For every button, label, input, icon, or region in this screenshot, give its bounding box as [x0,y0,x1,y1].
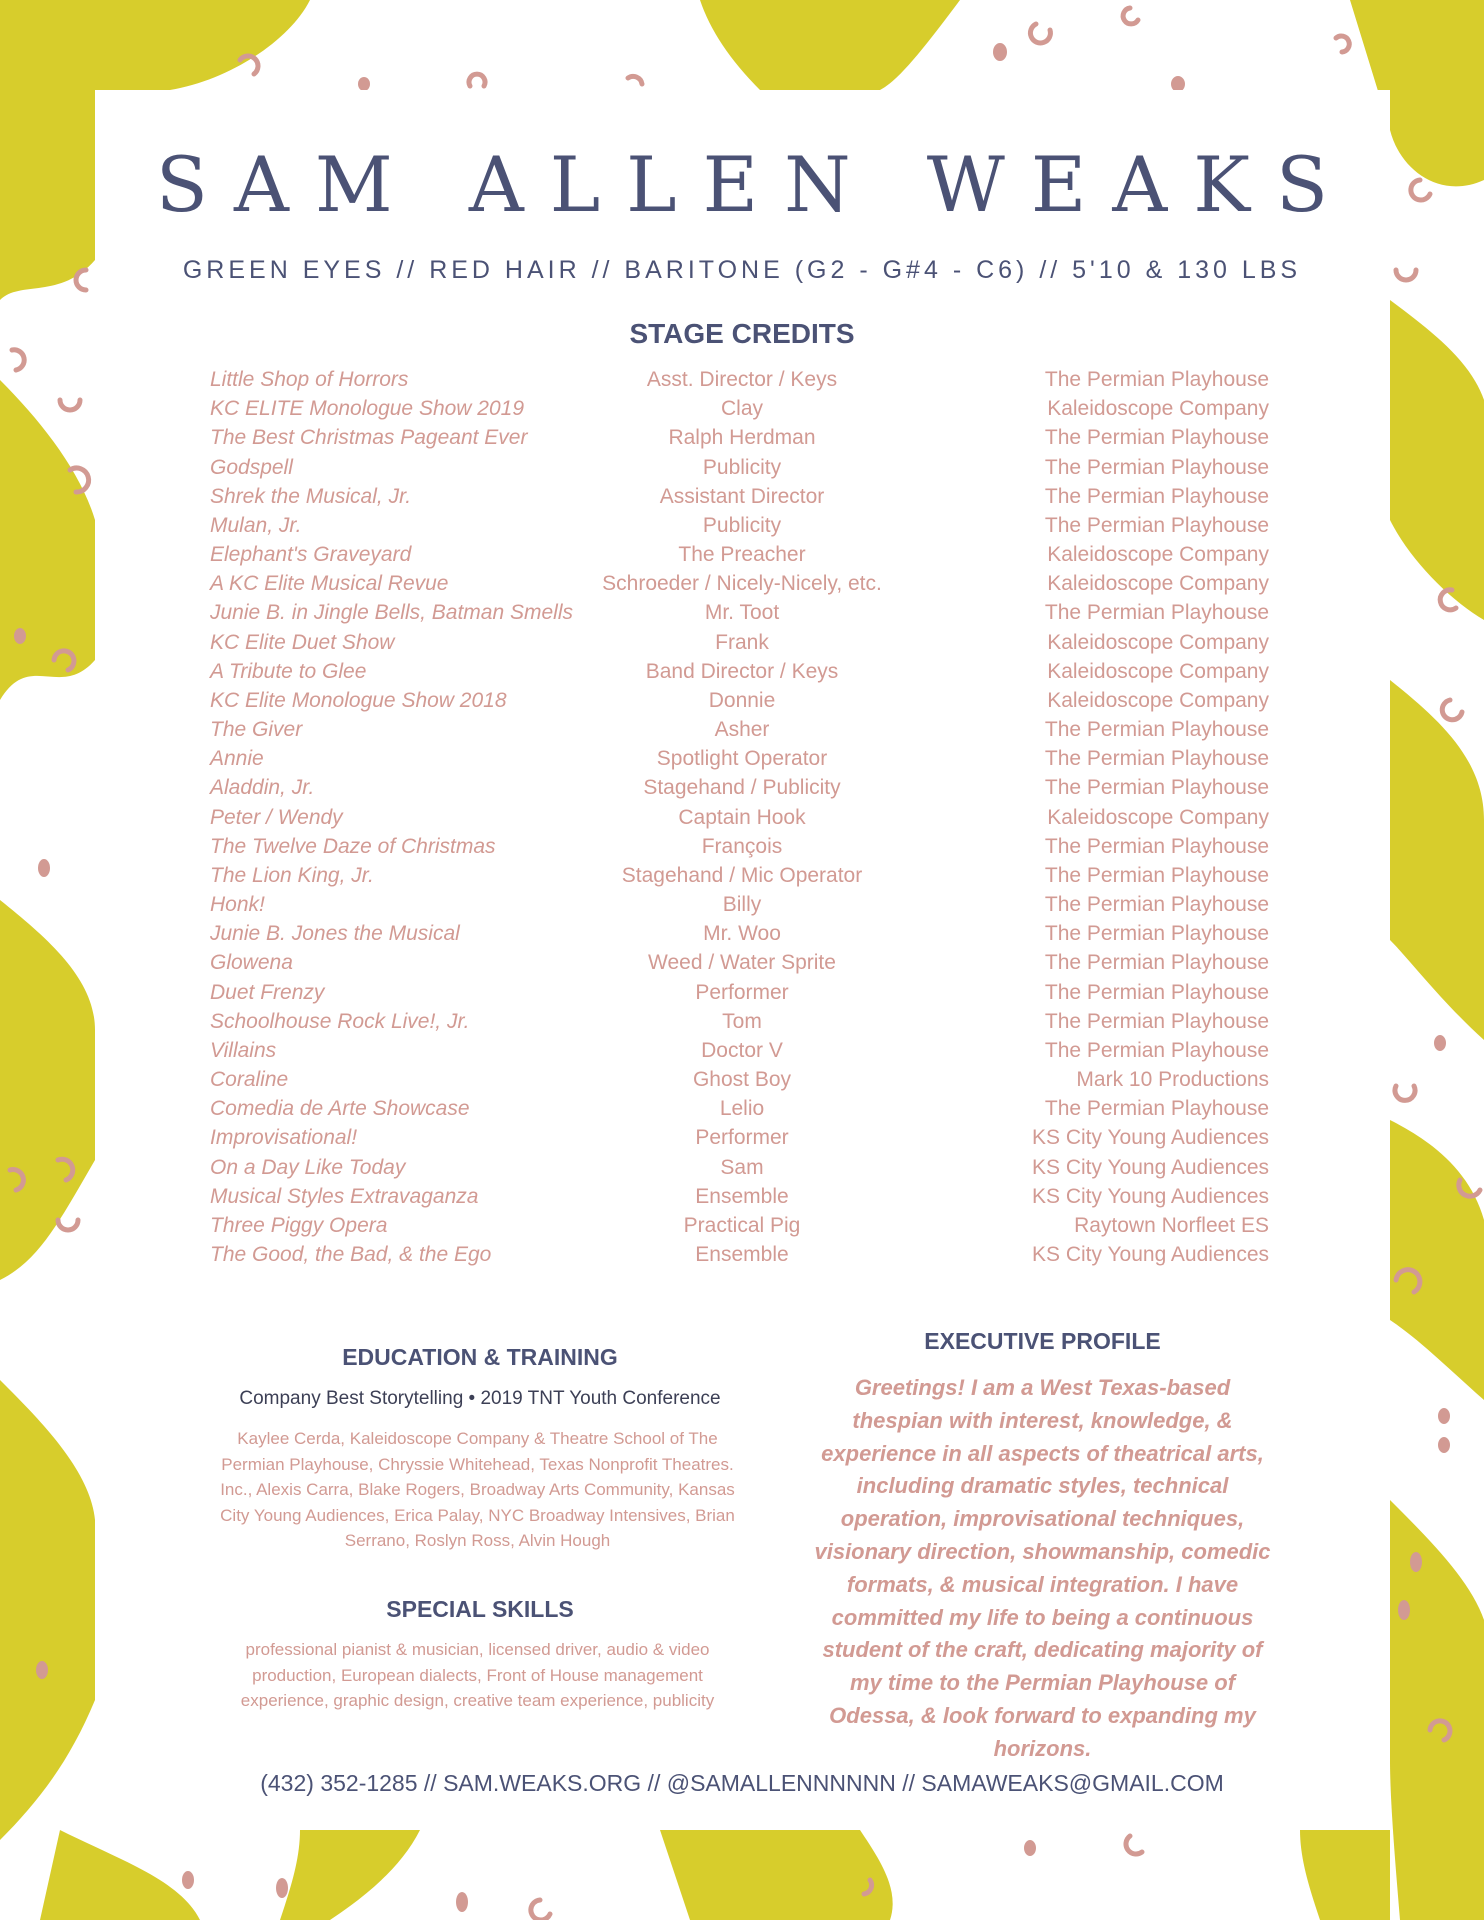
credit-role: Weed / Water Sprite [648,951,836,975]
credit-show: Junie B. in Jingle Bells, Batman Smells [210,601,573,625]
credit-company: Raytown Norfleet ES [1074,1213,1269,1237]
credit-role: Band Director / Keys [645,659,839,683]
credit-row [0,1156,1484,1185]
credit-company: The Permian Playhouse [1044,834,1269,858]
credit-row [0,689,1484,718]
credit-company: KS City Young Audiences [1031,1155,1269,1179]
credit-row [0,1214,1484,1243]
credit-company: Kaleidoscope Company [1047,659,1269,683]
credit-show: Godspell [210,455,293,479]
credit-show: Three Piggy Opera [210,1213,388,1237]
credit-row [0,718,1484,747]
credit-company: The Permian Playhouse [1044,513,1269,537]
credit-show: Musical Styles Extravaganza [210,1184,479,1208]
credit-company: Kaleidoscope Company [1047,543,1269,567]
credit-role: Frank [715,630,769,654]
credit-role: Performer [695,980,789,1004]
executive-profile-body: Greetings! I am a West Texas-based thespian with interest, knowledge, & experience in all aspects of theatrical arts, including dramatic styles, technical operation, improvisational techniques, visionary direction, showmanship, comedic formats, & musical integration. I have committed my life to being a continuous student of the craft, dedicating majority of my time to the Permian Playhouse of Odessa, & look forward to expanding my horizons. [814,1375,1271,1761]
credit-role: Stagehand / Publicity [643,776,841,800]
credit-company: Kaleidoscope Company [1047,630,1269,654]
credit-show: The Good, the Bad, & the Ego [210,1243,492,1267]
credit-show: Junie B. Jones the Musical [210,922,460,946]
credit-company: KS City Young Audiences [1031,1243,1269,1267]
credit-row [0,1097,1484,1126]
credit-row [0,1068,1484,1097]
credit-row [0,864,1484,893]
credit-show: The Best Christmas Pageant Ever [210,426,528,450]
credit-row [0,951,1484,980]
education-award: Company Best Storytelling • 2019 TNT Youth Conference [239,1388,721,1409]
credit-company: The Permian Playhouse [1044,1097,1269,1121]
credit-role: Practical Pig [683,1213,801,1237]
credit-role: Mr. Toot [704,601,780,625]
credit-row [0,514,1484,543]
credit-role: Billy [722,893,762,917]
resume-name: SAM ALLEN WEAKS [155,140,1355,229]
credit-row [0,631,1484,660]
credit-role: Sam [720,1155,764,1179]
credit-show: Mulan, Jr. [210,513,302,537]
special-skills-heading: SPECIAL SKILLS [386,1596,574,1622]
credit-show: Annie [210,747,264,771]
credit-company: The Permian Playhouse [1044,484,1269,508]
credit-show: Coraline [210,1068,289,1092]
credit-show: KC ELITE Monologue Show 2019 [210,397,525,421]
credit-show: Shrek the Musical, Jr. [210,484,412,508]
credit-row [0,1185,1484,1214]
credit-role: Schroeder / Nicely-Nicely, etc. [602,572,882,596]
credit-role: Clay [720,397,763,421]
credit-company: The Permian Playhouse [1044,776,1269,800]
contact-line: (432) 352-1285 // SAM.WEAKS.ORG // @SAMALLENNNNNN // SAMAWEAKS@GMAIL.COM [260,1770,1224,1796]
credit-company: Kaleidoscope Company [1047,805,1269,829]
credit-row [0,1010,1484,1039]
credit-show: KC Elite Duet Show [210,630,395,654]
stage-credits-heading: STAGE CREDITS [629,318,855,349]
credit-row [0,806,1484,835]
credit-company: The Permian Playhouse [1044,922,1269,946]
credit-company: The Permian Playhouse [1044,426,1269,450]
credit-role: François [701,834,783,858]
credit-row [0,601,1484,630]
credit-company: The Permian Playhouse [1044,368,1269,391]
credit-row [0,1126,1484,1155]
credit-company: Kaleidoscope Company [1047,397,1269,421]
credit-row [0,660,1484,689]
education-body: Kaylee Cerda, Kaleidoscope Company & Theatre School of The Permian Playhouse, Chryssie Whitehead, Texas Nonprofit Theatres. Inc., Alexis Carra, Blake Rogers, Broadway Arts Community, Kansas City Young Audiences, Erica Palay, NYC Broadway Intensives, Brian Serrano, Roslyn Ross, Alvin Hough [220,1429,735,1550]
credit-row [0,485,1484,514]
credit-row [0,776,1484,805]
special-skills-body: professional pianist & musician, licensed driver, audio & video production, European dialects, Front of House management experience, graphic design, creative team experience, publicity [240,1640,715,1710]
credit-role: Publicity [702,513,782,537]
credit-role: Asst. Director / Keys [646,368,838,391]
credit-company: The Permian Playhouse [1044,863,1269,887]
credit-role: Donnie [708,688,776,712]
credit-role: Tom [722,1009,762,1033]
credit-company: The Permian Playhouse [1044,980,1269,1004]
credit-company: The Permian Playhouse [1044,951,1269,975]
credit-company: The Permian Playhouse [1044,747,1269,771]
executive-profile-heading: EXECUTIVE PROFILE [924,1328,1161,1354]
credit-company: The Permian Playhouse [1044,1009,1269,1033]
credit-show: Improvisational! [210,1126,358,1150]
credit-show: Glowena [210,951,293,975]
credit-company: The Permian Playhouse [1044,1038,1269,1062]
credit-show: Little Shop of Horrors [210,368,409,391]
credit-role: Doctor V [701,1038,783,1062]
credit-role: Spotlight Operator [656,747,828,771]
credit-company: Kaleidoscope Company [1047,688,1269,712]
credit-row [0,747,1484,776]
credit-role: Performer [695,1126,789,1150]
credit-role: Asher [714,718,770,742]
credit-row [0,893,1484,922]
credit-show: On a Day Like Today [210,1155,406,1179]
credit-role: Lelio [719,1097,765,1121]
credit-row [0,456,1484,485]
credit-row [0,397,1484,426]
credit-role: Ensemble [695,1243,789,1267]
credit-row [0,1243,1484,1272]
credit-show: The Twelve Daze of Christmas [210,834,496,858]
credit-show: Peter / Wendy [210,805,343,829]
credit-row [0,1039,1484,1068]
credit-company: Mark 10 Productions [1076,1068,1269,1092]
credit-show: KC Elite Monologue Show 2018 [210,688,507,712]
credit-row [0,368,1484,397]
credit-role: Assistant Director [659,484,825,508]
physical-stats: GREEN EYES // RED HAIR // BARITONE (G2 - G#4 - C6) // 5'10 & 130 LBS [182,256,1302,284]
credit-row [0,981,1484,1010]
credit-show: Comedia de Arte Showcase [210,1097,470,1121]
credit-show: Honk! [210,893,265,917]
credit-role: Stagehand / Mic Operator [621,863,863,887]
credit-role: The Preacher [678,543,806,567]
credit-row [0,922,1484,951]
credit-company: Kaleidoscope Company [1047,572,1269,596]
credit-show: Duet Frenzy [210,980,325,1004]
credit-row [0,426,1484,455]
credit-show: Schoolhouse Rock Live!, Jr. [210,1009,470,1033]
credit-company: KS City Young Audiences [1031,1126,1269,1150]
credit-company: KS City Young Audiences [1031,1184,1269,1208]
credit-role: Ghost Boy [692,1068,792,1092]
credit-show: A Tribute to Glee [210,659,367,683]
credit-show: Elephant's Graveyard [210,543,412,567]
credit-row [0,835,1484,864]
credit-role: Ensemble [695,1184,789,1208]
credit-role: Captain Hook [678,805,806,829]
credit-company: The Permian Playhouse [1044,455,1269,479]
credit-company: The Permian Playhouse [1044,893,1269,917]
credit-row [0,543,1484,572]
credit-role: Publicity [702,455,782,479]
credit-show: Villains [210,1038,277,1062]
credit-role: Ralph Herdman [668,426,816,450]
credit-row [0,572,1484,601]
credit-show: The Lion King, Jr. [210,863,374,887]
credit-show: Aladdin, Jr. [210,776,315,800]
credit-show: The Giver [210,718,303,742]
credit-company: The Permian Playhouse [1044,718,1269,742]
credit-company: The Permian Playhouse [1044,601,1269,625]
education-heading: EDUCATION & TRAINING [342,1344,618,1370]
credit-role: Mr. Woo [703,922,781,946]
credit-show: A KC Elite Musical Revue [210,572,449,596]
